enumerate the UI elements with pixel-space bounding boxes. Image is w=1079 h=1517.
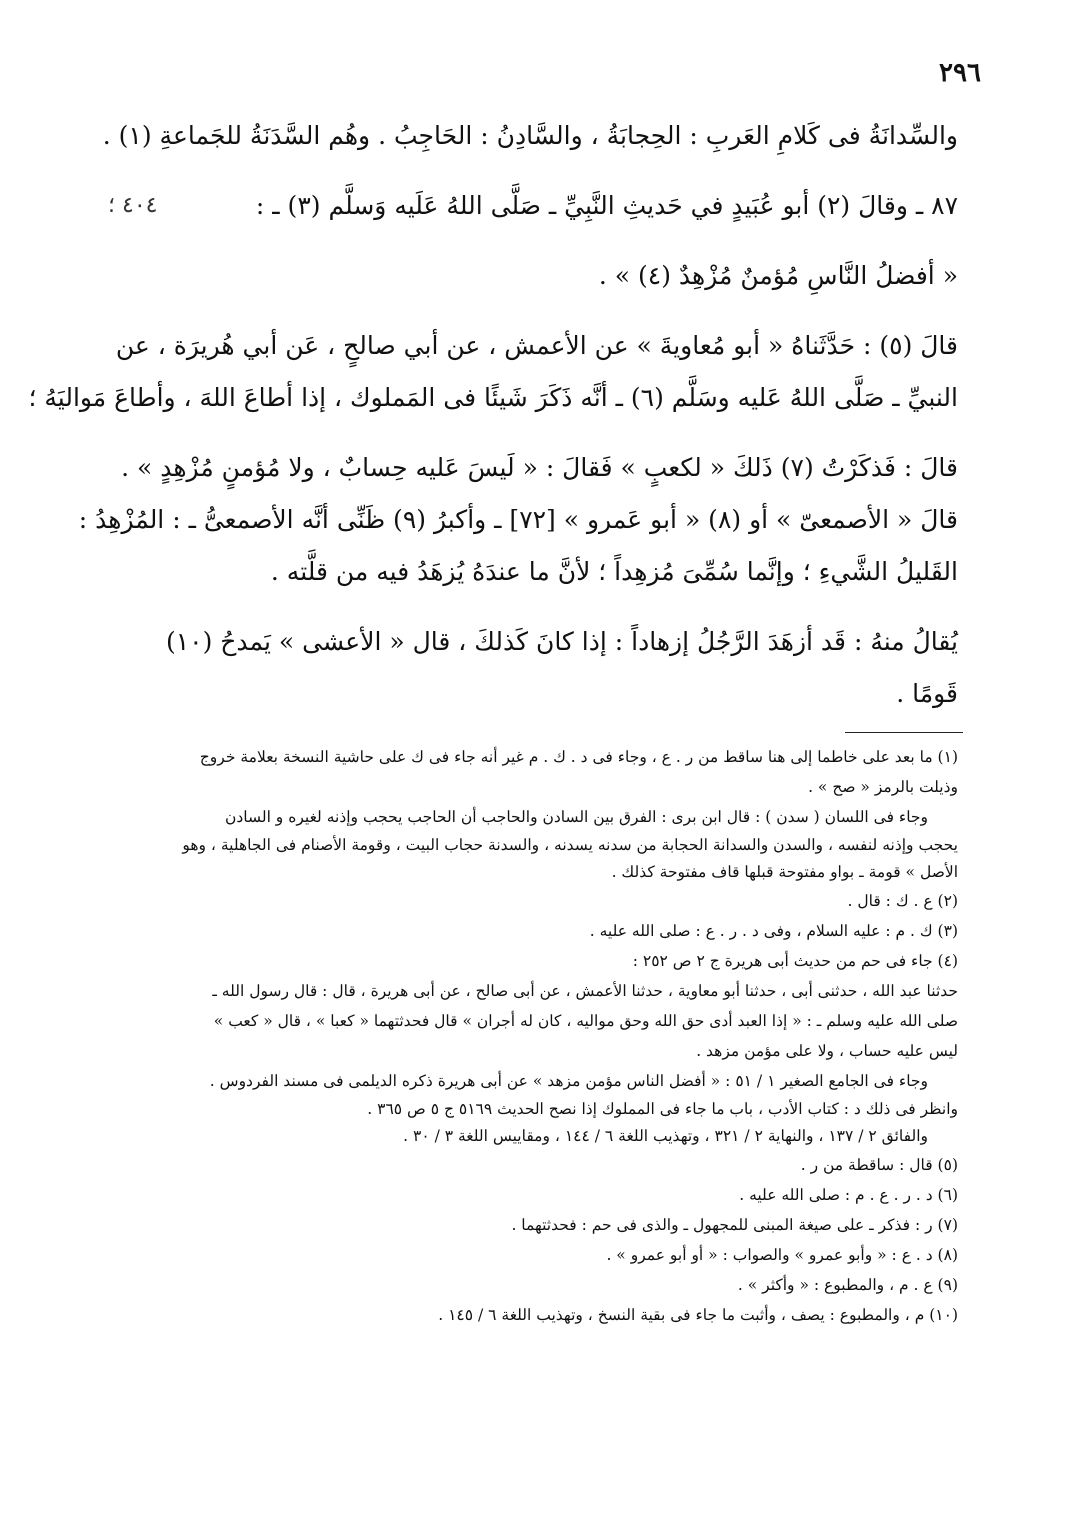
footnote-line: (١) ما بعد على خاطما إلى هنا ساقط من ر . ع ، وجاء فى د . ك . م غير أنه جاء فى ك على حاشية النسخة بعلامة خروج (199, 748, 958, 766)
text-line: قالَ : فَذكَرْتُ (٧) ذَلكَ « لكعبٍ » فَقالَ : « لَيسَ عَليه حِسابٌ ، ولا مُؤمنٍ مُزْهِدٍ » . (121, 453, 958, 482)
text-line: والسِّدانَةُ فى كَلامِ العَربِ : الحِجابَةُ ، والسَّادِنُ : الحَاجِبُ . وهُم السَّدَنَةُ للجَماعةِ (١) . (102, 121, 958, 150)
footnote-divider (845, 732, 963, 733)
footnote-line: وجاء فى اللسان ( سدن ) : قال ابن برى : الفرق بين السادن والحاجب أن الحاجب يحجب وإذنه لغيره و السادن (225, 808, 928, 826)
footnote-line: وانظر فى ذلك د : كتاب الأدب ، باب ما جاء فى المملوك إذا نصح الحديث ٥١٦٩ ج ٥ ص ٣٦٥ . (367, 1100, 958, 1118)
footnote-line: (٦) د . ر . ع . م : صلى الله عليه . (739, 1186, 958, 1204)
footnote-line: صلى الله عليه وسلم ـ : « إذا العبد أدى حق الله وحق مواليه ، كان له أجران » قال فحدثتهما « كعبا » ، قال « كعب » (213, 1012, 958, 1030)
text-line: قالَ (٥) : حَدَّثَناهُ « أبو مُعاويةَ » عن الأعمش ، عن أبي صالحٍ ، عَن أبي هُريرَة ، عن (115, 331, 958, 360)
page-number: ٢٩٦ (939, 58, 981, 88)
text-line: ٨٧ ـ وقالَ (٢) أبو عُبَيدٍ في حَديثِ النَّبِيِّ ـ صَلَّى اللهُ عَلَيه وَسلَّم (٣) ـ : (255, 191, 958, 220)
footnote-line: والفائق ٢ / ١٣٧ ، والنهاية ٢ / ٣٢١ ، وتهذيب اللغة ٦ / ١٤٤ ، ومقاييس اللغة ٣ / ٣٠ . (403, 1127, 928, 1145)
footnotes (122, 742, 958, 1330)
footnote-line: (٢) ع . ك : قال . (847, 892, 958, 910)
footnote-line: (٥) قال : ساقطة من ر . (800, 1156, 958, 1174)
margin-mark: ٤٠٤ ؛ (108, 193, 158, 218)
footnote-line: يحجب وإذنه لنفسه ، والسدن والسدانة الحجابة من سدنه يسدنه ، والسدنة حجاب البيت ، وقومة الأصنام فى الجاهلية ، وهو (182, 836, 958, 854)
text-line: قالَ « الأصمعىّ » أو (٨) « أبو عَمرو » [٧٢] ـ وأكبرُ (٩) ظَنِّى أنَّه الأصمعىُّ ـ : المُزْهِدُ : (78, 505, 958, 534)
text-line: قَومًا . (896, 679, 958, 708)
footnote-line: (٤) جاء فى حم من حديث أبى هريرة ج ٢ ص ٢٥٢ : (632, 952, 958, 970)
text-line: القَليلُ الشَّيءِ ؛ وإنَّما سُمِّىَ مُزهِداً ؛ لأنَّ ما عندَهُ يُزهَدُ فيه من قلَّته . (270, 557, 958, 586)
footnote-line: ليس عليه حساب ، ولا على مؤمن مزهد . (696, 1042, 958, 1060)
footnote-line: (٧) ر : فذكر ـ على صيغة المبنى للمجهول ـ والذى فى حم : فحدثتهما . (511, 1216, 958, 1234)
footnote-line: وذيلت بالرمز « صح » . (808, 778, 958, 796)
footnote-line: (١٠) م ، والمطبوع : يصف ، وأثبت ما جاء فى بقية النسخ ، وتهذيب اللغة ٦ / ١٤٥ . (438, 1306, 958, 1324)
footnote-line: (٣) ك . م : عليه السلام ، وفى د . ر . ع : صلى الله عليه . (589, 922, 958, 940)
footnote-line: (٩) ع . م ، والمطبوع : « وأكثر » . (737, 1276, 958, 1294)
main-text (28, 110, 958, 720)
footnote-line: الأصل » قومة ـ بواو مفتوحة قبلها قاف مفتوحة كذلك . (611, 863, 958, 881)
text-line: « أفضلُ النَّاسِ مُؤمنٌ مُزْهِدٌ (٤) » . (598, 261, 958, 290)
footnote-line: (٨) د . ع : « وأبو عمرو » والصواب : « أو أبو عمرو » . (606, 1246, 958, 1264)
text-line: يُقالُ منهُ : قَد أزهَدَ الرَّجُلُ إزهاداً : إذا كانَ كَذلكَ ، قال « الأعشى » يَمدحُ (١٠) (165, 627, 958, 656)
text-line: النبيِّ ـ صَلَّى اللهُ عَليه وسَلَّم (٦) ـ أنَّه ذَكَرَ شَيئًا فى المَملوك ، إذا أطاعَ اللهَ ، وأطاعَ مَواليَهُ ؛ (28, 383, 958, 412)
footnote-line: حدثنا عبد الله ، حدثنى أبى ، حدثنا أبو معاوية ، حدثنا الأعمش ، عن أبى صالح ، عن أبى هريرة ، قال : قال رسول الله ـ (212, 982, 958, 1000)
footnote-line: وجاء فى الجامع الصغير ١ / ٥١ : « أفضل الناس مؤمن مزهد » عن أبى هريرة ذكره الديلمى فى مسند الفردوس . (209, 1072, 928, 1090)
